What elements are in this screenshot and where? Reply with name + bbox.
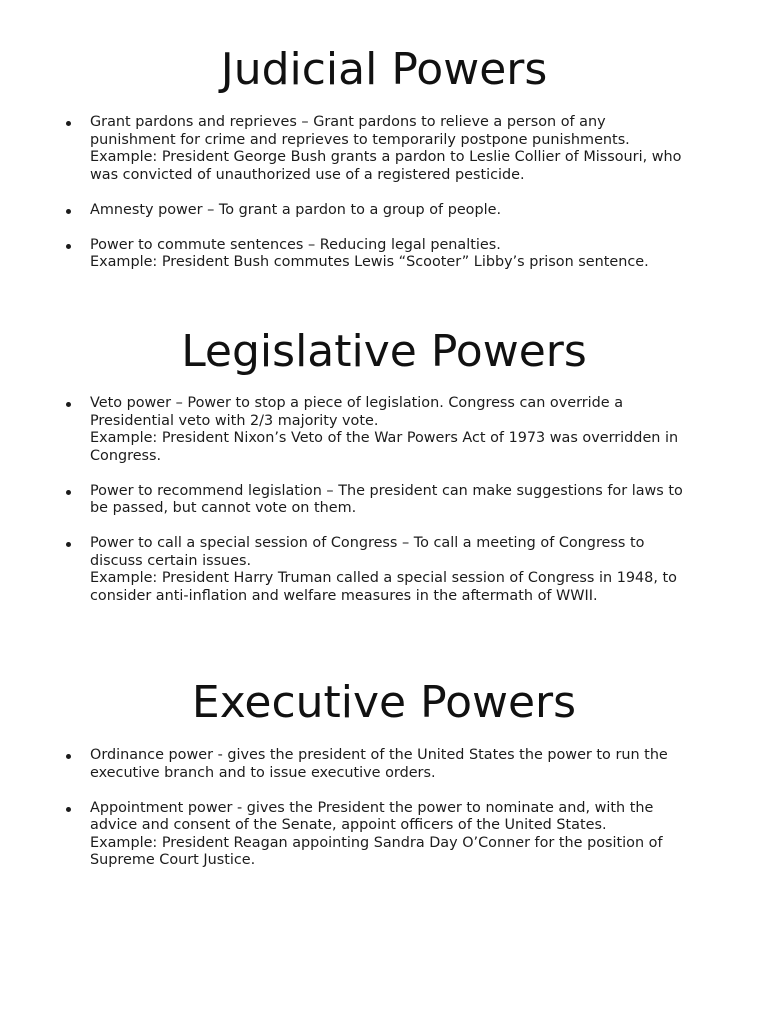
- list-item: Ordinance power - gives the president of the United States the power to run the executive branch and to issue executive orders.: [0, 747, 768, 782]
- list-item: Grant pardons and reprieves – Grant pardons to relieve a person of any punishment for crime and reprieves to temporarily postpone punishments. Example: President George Bush grants a pardon to Leslie Collier of Missouri, who was convicted of unauthorized use of a registered pesticide.: [0, 114, 768, 184]
- section-title-legislative: Legislative Powers: [181, 326, 587, 377]
- executive-powers-list: [0, 747, 768, 870]
- list-item: Power to recommend legislation – The president can make suggestions for laws to be passed, but cannot vote on them.: [0, 483, 768, 518]
- bullet-icon: [66, 807, 71, 812]
- list-item: Power to commute sentences – Reducing legal penalties. Example: President Bush commutes Lewis “Scooter” Libby’s prison sentence.: [0, 237, 768, 272]
- bullet-icon: [66, 542, 71, 547]
- list-item: Appointment power - gives the President the power to nominate and, with the advice and consent of the Senate, appoint officers of the United States. Example: President Reagan appointing Sandra Day O’Conner for the position of Supreme Court Justice.: [0, 800, 768, 870]
- bullet-icon: [66, 402, 71, 407]
- bullet-icon: [66, 754, 71, 759]
- legislative-powers-list: [0, 395, 768, 605]
- list-item: Amnesty power – To grant a pardon to a group of people.: [0, 202, 768, 220]
- list-item: Veto power – Power to stop a piece of legislation. Congress can override a Presidential veto with 2/3 majority vote. Example: President Nixon’s Veto of the War Powers Act of 1973 was overridden in Congress.: [0, 395, 768, 465]
- bullet-icon: [66, 121, 71, 126]
- bullet-icon: [66, 490, 71, 495]
- list-item: Power to call a special session of Congress – To call a meeting of Congress to discuss certain issues. Example: President Harry Truman called a special session of Congress in 1948, to consider anti-inflation and welfare measures in the aftermath of WWII.: [0, 535, 768, 605]
- judicial-powers-list: [0, 114, 768, 272]
- section-title-judicial: Judicial Powers: [220, 44, 548, 95]
- bullet-icon: [66, 209, 71, 214]
- section-title-executive: Executive Powers: [191, 677, 577, 728]
- bullet-icon: [66, 244, 71, 249]
